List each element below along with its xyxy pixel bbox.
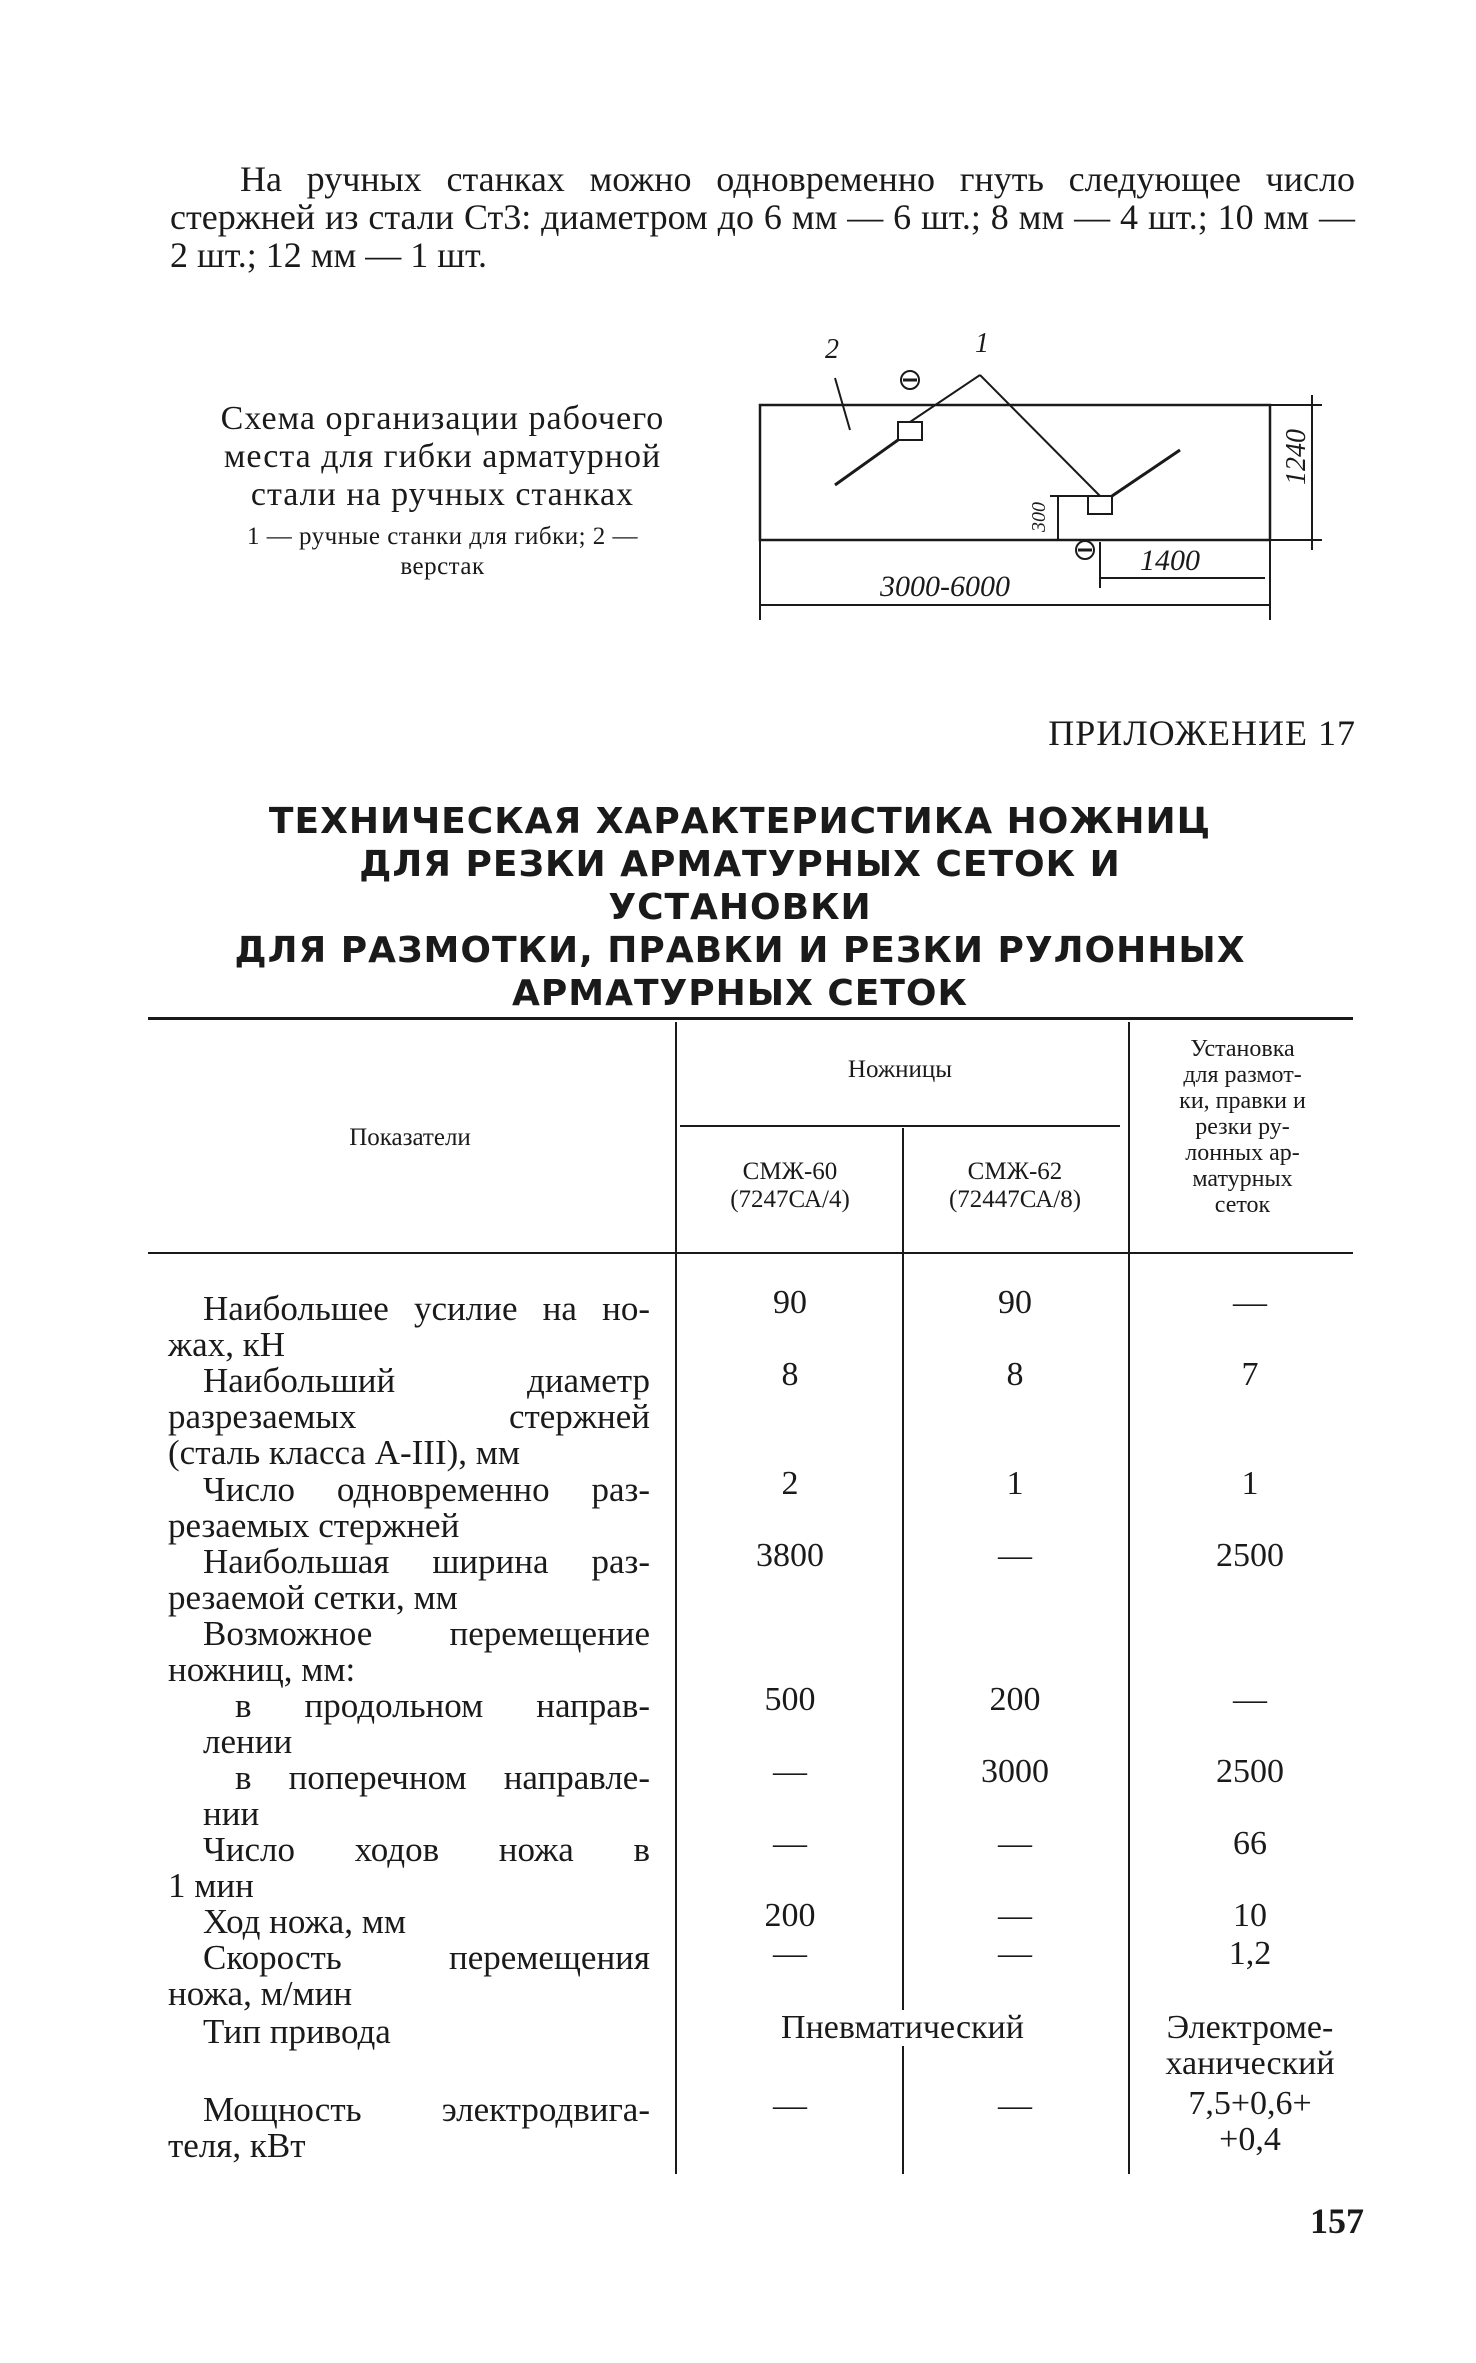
intro-paragraph: На ручных станках можно одновременно гнуть следующее число стержней из стали Ст3: диаметром до 6 мм — 6 шт.; 8 мм — 4 шт.; 10 мм — 2 шт.; 12 мм — 1 шт.	[170, 159, 1355, 275]
cell-value: —	[998, 1935, 1032, 1972]
row-label-line: Наибольшее усилие на но-	[203, 1289, 650, 1328]
cell-value-line: +0,4	[1219, 2121, 1281, 2158]
row-label-line: Число одновременно раз-	[203, 1470, 650, 1509]
page-number: 157	[1310, 2201, 1364, 2241]
header-col3-line: ки, правки и	[1179, 1088, 1306, 1114]
cell-value: 66	[1233, 1825, 1267, 1862]
header-col2-line: (72447СА/8)	[948, 1186, 1082, 1213]
rod-right	[1112, 450, 1180, 496]
machine-right	[1088, 496, 1112, 514]
row-label-line: в поперечном направле-	[235, 1758, 650, 1797]
header-col2-line: СМЖ-62	[967, 1158, 1063, 1185]
cell-value: 3800	[756, 1537, 824, 1574]
cell-value: 1,2	[1228, 1935, 1272, 1972]
cell-value: —	[773, 2087, 807, 2124]
cell-value: —	[773, 1753, 807, 1790]
dim-1240: 1240	[1281, 429, 1312, 485]
row-label-line: 1 мин	[168, 1866, 254, 1905]
row-label-line: жах, кН	[168, 1325, 285, 1364]
dim-1400: 1400	[1140, 544, 1200, 577]
cell-value-merged: Пневматический	[680, 2010, 1125, 2046]
row-label-line: ножниц, мм:	[168, 1650, 356, 1689]
row-label-line: Тип привода	[203, 2012, 391, 2051]
cell-value: 10	[1233, 1897, 1267, 1934]
caption-line: стали на ручных станках	[250, 476, 635, 513]
cell-value: 500	[764, 1681, 816, 1718]
table-title	[230, 800, 1250, 1015]
divider-label	[675, 1022, 677, 2174]
header-col3-line: матурных	[1192, 1166, 1293, 1192]
row-label-line: Мощность электродвига-	[203, 2090, 650, 2129]
cell-value	[1140, 2010, 1360, 2082]
cell-value: 200	[989, 1681, 1041, 1718]
cell-value: —	[773, 1935, 807, 1972]
title-line: АРМАТУРНЫХ СЕТОК	[512, 973, 968, 1014]
row-label-line: лении	[203, 1722, 293, 1761]
cell-value: 90	[773, 1284, 807, 1321]
row-label-line: Число ходов ножа в	[203, 1830, 650, 1869]
row-label-line: нии	[203, 1794, 260, 1833]
cell-value: —	[1233, 1681, 1267, 1718]
header-col2	[905, 1158, 1125, 1214]
figure-legend	[170, 522, 715, 582]
cell-value: —	[998, 1897, 1032, 1934]
workplace-diagram	[740, 320, 1340, 630]
cell-value: —	[998, 1537, 1032, 1574]
header-col1	[680, 1158, 900, 1214]
cell-value: 3000	[981, 1753, 1049, 1790]
row-label-line: разрезаемых стержней	[168, 1397, 650, 1436]
row-label-line: Наибольшая ширина раз-	[203, 1542, 650, 1581]
header-indicators: Показатели	[349, 1124, 471, 1151]
row-label-line: Наибольший диаметр	[203, 1361, 650, 1400]
header-col3-line: лонных ар-	[1185, 1140, 1300, 1166]
appendix-label: ПРИЛОЖЕНИЕ 17	[1048, 713, 1356, 753]
cell-value-line: Электроме-	[1166, 2009, 1334, 2046]
table-top-rule	[148, 1017, 1353, 1020]
title-line: ДЛЯ РЕЗКИ АРМАТУРНЫХ СЕТОК И УСТАНОВКИ	[359, 844, 1121, 928]
header-col1-line: СМЖ-60	[742, 1158, 838, 1185]
cell-value: —	[1233, 1284, 1267, 1321]
cell-value: 1	[1006, 1465, 1024, 1502]
cell-value: 1	[1241, 1465, 1259, 1502]
cell-value: 90	[998, 1284, 1032, 1321]
row-label-line: ножа, м/мин	[168, 1974, 353, 2013]
header-col1-line: (7247СА/4)	[730, 1186, 850, 1213]
callout-2: 2	[825, 334, 839, 365]
cell-value: 2500	[1216, 1537, 1284, 1574]
row-label-line: (сталь класса А-III), мм	[168, 1433, 521, 1472]
caption-line: места для гибки арматурной	[223, 438, 662, 475]
header-bottom-rule	[148, 1252, 1353, 1254]
cell-value: 7	[1241, 1356, 1259, 1393]
cell-value: 200	[764, 1897, 816, 1934]
rod-left	[835, 440, 898, 485]
figure-caption	[170, 400, 715, 514]
header-col3-line: для размот-	[1183, 1062, 1302, 1088]
cell-value: —	[998, 2087, 1032, 2124]
header-col3-line: Установка	[1190, 1036, 1295, 1062]
legend-line: 1 — ручные станки для гибки; 2 —	[246, 523, 639, 550]
cell-value: 2	[781, 1465, 799, 1502]
machine-left	[898, 422, 922, 440]
header-col3	[1135, 1036, 1350, 1218]
cell-value: —	[998, 1825, 1032, 1862]
callout-1: 1	[975, 328, 989, 359]
dim-3000-6000: 3000-6000	[880, 570, 1010, 603]
cell-value-line: 7,5+0,6+	[1188, 2085, 1312, 2122]
workbench-outline	[760, 405, 1270, 540]
title-line: ТЕХНИЧЕСКАЯ ХАРАКТЕРИСТИКА НОЖНИЦ	[268, 801, 1212, 842]
row-label-line: Возможное перемещение	[203, 1614, 650, 1653]
cell-value-line: ханический	[1165, 2045, 1335, 2082]
header-col3-line: резки ру-	[1195, 1114, 1290, 1140]
row-label-line: Скорость перемещения	[203, 1938, 650, 1977]
legend-line: верстак	[400, 553, 485, 580]
cell-value: 8	[781, 1356, 799, 1393]
cell-value: 8	[1006, 1356, 1024, 1393]
row-label-line: Ход ножа, мм	[203, 1902, 406, 1941]
title-line: ДЛЯ РАЗМОТКИ, ПРАВКИ И РЕЗКИ РУЛОННЫХ	[234, 930, 1246, 971]
cell-value: 2500	[1216, 1753, 1284, 1790]
row-label-line: резаемых стержней	[168, 1506, 460, 1545]
row-label-line: в продольном направ-	[235, 1686, 650, 1725]
cell-value: —	[773, 1825, 807, 1862]
cell-value	[1140, 2086, 1360, 2158]
row-label-line: теля, кВт	[168, 2126, 306, 2165]
row-label-line: резаемой сетки, мм	[168, 1578, 458, 1617]
header-shears: Ножницы	[847, 1056, 953, 1083]
header-col3-line: сеток	[1214, 1192, 1271, 1218]
divider-col3	[1128, 1022, 1130, 2174]
dim-300: 300	[1028, 502, 1050, 532]
shears-sub-rule	[680, 1125, 1120, 1127]
caption-line: Схема организации рабочего	[220, 400, 665, 437]
